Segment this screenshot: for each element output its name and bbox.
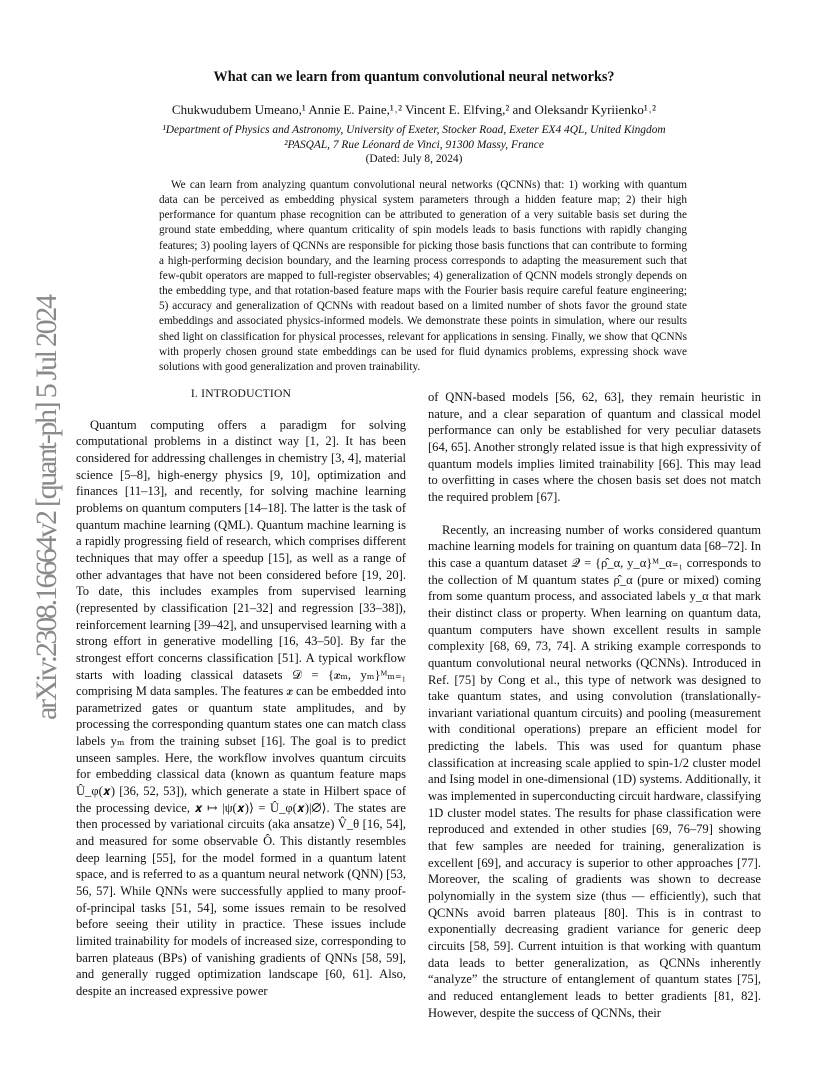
paper-title: What can we learn from quantum convolutional neural networks? bbox=[213, 69, 615, 85]
section-heading: I. INTRODUCTION bbox=[190, 387, 292, 400]
arxiv-id: arXiv:2308.16664v2 [quant-ph] 5 Jul 2024 bbox=[30, 293, 63, 720]
left-column bbox=[76, 386, 406, 1000]
right-column bbox=[428, 389, 761, 1021]
author-list: Chukwudubem Umeano,¹ Annie E. Paine,¹˒² Vincent E. Elfving,² and Oleksandr Kyriienko¹˒² bbox=[171, 102, 657, 117]
abstract: We can learn from analyzing quantum convolutional neural networks (QCNNs) that: 1) working with quantum data can be perceived as embedding physical system parameters through a hidden feature map; 2) their high performance for quantum phase recognition can be attributed to generation of a very suitable basis set during the ground state embedding, where quantum criticality of spin models leads to basis functions with rapidly changing features; 3) pooling layers of QCNNs are responsible for picking those basis functions that can contribute to forming a high-performing decision boundary, and the learning process corresponds to adapting the measurement such that few-qubit operators are mapped to full-register observables; 4) generalization of QCNN models strongly depends on the embedding type, and that rotation-based feature maps with the Fourier basis require careful feature engineering; 5) accuracy and generalization of QCNNs with readout based on a limited number of shots favor the ground state embeddings and associated physics-informed models. We demonstrate these points in simulation, where our results shed light on classification for physical processes, relevant for applications in sensing. Finally, we show that QCNNs with properly chosen ground state embeddings can be used for fluid dynamics problems, expressing shock wave solutions with good generalization and proven trainability. bbox=[159, 179, 687, 373]
intro-paragraph-2: Recently, an increasing number of works considered quantum machine learning models for training on quantum data [68–72]. In this case a quantum dataset 𝒬 = {ρ̂_α, y_α}ᴹ_α₌₁ corresponds to the collection of M quantum states ρ̂_α (pure or mixed) coming from some quantum process, and associated labels y_α that mark their distinct class or property. When learning on quantum data, quantum computers have shown excellent results in sample complexity [68, 69, 73, 74]. A striking example corresponds to quantum convolutional neural networks (QCNNs). Introduced in Ref. [75] by Cong et al., this type of network was designed to take quantum states, and using convolution (translationally-invariant variational quantum circuits) and pooling (measurement with conditional operations) prepare an efficient model for predicting the labels. This was used for quantum phase classification at increasing scale applied to spin-1/2 cluster model and Ising model in one-dimensional (1D) systems. Additionally, it was implemented in superconducting circuit hardware, classifying 1D cluster model states. The results for phase classification were reproduced and extended in other studies [69, 76–79] showing that few samples are needed for training, generalization is excellent [69], and accuracy is superior to other approaches [77]. Moreover, the scaling of gradients was shown to decrease polynomially in the system size (thus — efficiently), such that QCNNs avoid barren plateaus [80]. This is in contrast to exponentially decreasing gradient variance for generic deep circuits [58, 59]. Current intuition is that working with quantum data leads to better generalization, as QCNNs inherently “analyze” the structure of entanglement of quantum states [75], and reduced entanglement leads to better gradients [81, 82]. However, despite the success of QCNNs, their bbox=[428, 522, 761, 1020]
arxiv-watermark-svg bbox=[18, 292, 66, 722]
intro-paragraph-1: Quantum computing offers a paradigm for solving computational problems in a distinct way [1, 2]. It has been considered for addressing challenges in chemistry [3, 4], material science [5–8], high-energy physics [9, 10], optimization and finances [11–13], and recently, for solving machine learning problems on quantum computers [14–18]. The latter is the task of quantum machine learning (QML). Quantum machine learning is a rapidly progressing field of research, which comprises different techniques that may offer a speedup [15], as well as a range of other advantages that have not been considered before [19, 20]. To date, this includes examples from supervised learning (represented by classification [21–32] and regression [33–38]), reinforcement learning [39–42], and unsupervised learning with a strong effort in generative modelling [16, 43–50]. By far the strongest effort concerns classification [51]. A typical workflow starts with loading classical datasets 𝒟 = {𝒙ₘ, yₘ}ᴹₘ₌₁ comprising M data samples. The features 𝒙 can be embedded into parametrized gates or quantum state amplitudes, and by processing the corresponding quantum states one can match class labels yₘ from the training subset [16]. The goal is to predict unseen samples. Here, the workflow involves quantum circuits for embedding classical data (known as quantum feature maps Û_φ(𝒙) [36, 52, 53]), which generate a state in Hilbert space of the processing device, 𝒙 ↦ |ψ(𝒙)⟩ = Û_φ(𝒙)|∅⟩. The states are then processed by variational circuits (aka ansatze) V̂_θ [16, 54], and measured for some observable Ô. This distantly resembles deep learning [55], for the model formed in a quantum latent space, and is referred to as a quantum neural network (QNN) [53, 56, 57]. While QNNs were successfully applied to many proof-of-principal tasks [51, 54], some issues remain to be resolved before seeing their utility in practice. These issues include limited trainability for models of increased size, corresponding to barren plateaus (BPs) of vanishing gradients of QNNs [58, 59], and generally rugged optimization landscape [60, 61]. Also, despite an increased expressive power bbox=[76, 417, 406, 998]
arxiv-watermark bbox=[18, 292, 66, 722]
affiliation-2: ²PASQAL, 7 Rue Léonard de Vinci, 91300 Massy, France bbox=[284, 139, 544, 151]
affiliation-1: ¹Department of Physics and Astronomy, University of Exeter, Stocker Road, Exeter EX4 4QL, United Kingdom bbox=[162, 124, 666, 136]
intro-paragraph-1-continued: of QNN-based models [56, 62, 63], they remain heuristic in nature, and a clear separation of quantum and classical model performance can only be established for very peculiar datasets [64, 65]. Another strongly related issue is that high expressivity of quantum models implies limited trainability [66]. This may lead to overfitting in cases where the chosen basis set does not match the required problem [67]. bbox=[428, 390, 761, 504]
date-line: (Dated: July 8, 2024) bbox=[365, 153, 463, 165]
